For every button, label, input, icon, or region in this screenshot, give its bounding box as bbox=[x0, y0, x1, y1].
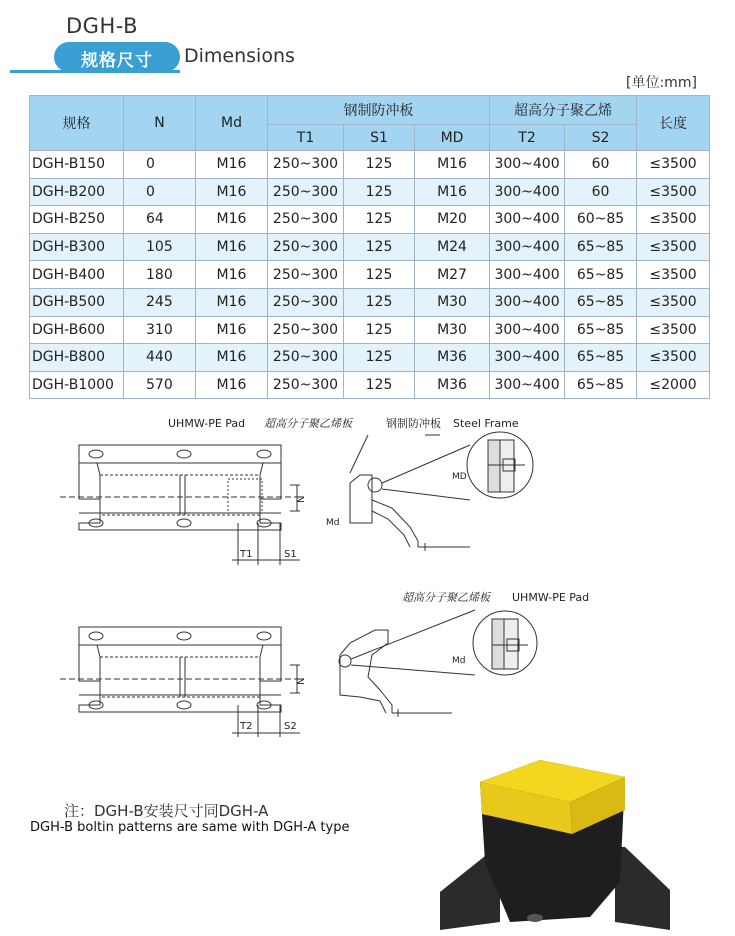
table-cell: 60 bbox=[565, 151, 637, 179]
table-cell: 125 bbox=[344, 288, 415, 316]
table-cell: 65~85 bbox=[565, 371, 637, 399]
label-uhmw-pad-1: UHMW-PE Pad bbox=[168, 417, 246, 430]
table-cell: M36 bbox=[415, 344, 490, 372]
table-cell: 65~85 bbox=[565, 261, 637, 289]
table-cell: 250~300 bbox=[268, 316, 344, 344]
table-cell: M36 bbox=[415, 371, 490, 399]
table-cell: M27 bbox=[415, 261, 490, 289]
label-uhmw-pad-cn-2: 超高分子聚乙烯板 bbox=[402, 591, 490, 604]
table-cell: 300~400 bbox=[490, 261, 565, 289]
table-cell: 310 bbox=[124, 316, 196, 344]
table-cell: 60~85 bbox=[565, 206, 637, 234]
unit-label: [单位:mm] bbox=[626, 75, 697, 91]
section-tag-label: 规格尺寸 bbox=[81, 51, 153, 71]
table-row bbox=[30, 371, 710, 399]
dim-n-2: N bbox=[296, 677, 307, 685]
rubber-foot-right bbox=[615, 847, 670, 930]
technical-drawings bbox=[0, 405, 735, 745]
section-view-2 bbox=[339, 610, 537, 717]
tag-pill bbox=[54, 42, 180, 72]
section-tag bbox=[10, 42, 180, 72]
table-cell: 440 bbox=[124, 344, 196, 372]
table-cell: 570 bbox=[124, 371, 196, 399]
dim-t1: T1 bbox=[240, 549, 253, 560]
dim-md-side: Md bbox=[326, 518, 340, 528]
table-body bbox=[30, 151, 710, 399]
header-t2: T2 bbox=[490, 125, 565, 151]
model-title: DGH-B bbox=[66, 14, 138, 38]
table-row bbox=[30, 316, 710, 344]
dim-s2: S2 bbox=[284, 721, 297, 732]
table-cell: DGH-B800 bbox=[30, 344, 124, 372]
table-cell: 125 bbox=[344, 233, 415, 261]
table-cell: 64 bbox=[124, 206, 196, 234]
header-s1: S1 bbox=[344, 125, 415, 151]
header-steel-frame: 钢制防冲板 bbox=[268, 96, 490, 125]
table-cell: 250~300 bbox=[268, 261, 344, 289]
table-cell: 250~300 bbox=[268, 151, 344, 179]
table-cell: ≤3500 bbox=[637, 344, 710, 372]
table-cell: M16 bbox=[415, 151, 490, 179]
table-cell: 125 bbox=[344, 151, 415, 179]
table-cell: ≤3500 bbox=[637, 151, 710, 179]
header-length: 长度 bbox=[637, 96, 710, 151]
table-cell: M16 bbox=[196, 178, 268, 206]
table-cell: DGH-B1000 bbox=[30, 371, 124, 399]
table-cell: ≤3500 bbox=[637, 178, 710, 206]
table-cell: M30 bbox=[415, 288, 490, 316]
product-photo bbox=[440, 742, 670, 932]
table-cell: 180 bbox=[124, 261, 196, 289]
plan-view-1 bbox=[60, 445, 300, 565]
section-view-1 bbox=[350, 432, 533, 551]
table-cell: M16 bbox=[196, 288, 268, 316]
table-cell: 250~300 bbox=[268, 233, 344, 261]
table-cell: M16 bbox=[196, 344, 268, 372]
note-chinese: 注：DGH-B安装尺寸同DGH-A bbox=[64, 802, 269, 820]
table-cell: 300~400 bbox=[490, 233, 565, 261]
table-cell: 125 bbox=[344, 178, 415, 206]
table-cell: 125 bbox=[344, 344, 415, 372]
table-cell: ≤3500 bbox=[637, 261, 710, 289]
table-cell: 125 bbox=[344, 316, 415, 344]
header-md: Md bbox=[196, 96, 268, 151]
bolt-hole bbox=[527, 914, 543, 922]
table-cell: M30 bbox=[415, 316, 490, 344]
label-steel-frame: Steel Frame bbox=[453, 417, 519, 430]
table-cell: M16 bbox=[196, 316, 268, 344]
table-cell: DGH-B250 bbox=[30, 206, 124, 234]
label-steel-frame-cn: 钢制防冲板 bbox=[386, 417, 441, 430]
table-cell: 250~300 bbox=[268, 344, 344, 372]
dimensions-table bbox=[29, 95, 710, 399]
header-n: N bbox=[124, 96, 196, 151]
header-t1: T1 bbox=[268, 125, 344, 151]
table-cell: 300~400 bbox=[490, 288, 565, 316]
table-cell: 300~400 bbox=[490, 371, 565, 399]
table-row bbox=[30, 288, 710, 316]
header-md-frame: MD bbox=[415, 125, 490, 151]
table-cell: 300~400 bbox=[490, 151, 565, 179]
table-row bbox=[30, 151, 710, 179]
table-cell: 250~300 bbox=[268, 178, 344, 206]
note-english: DGH-B boltin patterns are same with DGH-A type bbox=[30, 820, 350, 835]
table-row bbox=[30, 344, 710, 372]
table-cell: DGH-B300 bbox=[30, 233, 124, 261]
table-cell: M16 bbox=[196, 151, 268, 179]
table-cell: 245 bbox=[124, 288, 196, 316]
label-uhmw-pad-cn-1: 超高分子聚乙烯板 bbox=[264, 417, 352, 430]
table-cell: 65~85 bbox=[565, 316, 637, 344]
table-cell: 300~400 bbox=[490, 178, 565, 206]
dim-md-detail-1: MD bbox=[452, 472, 467, 482]
header-s2: S2 bbox=[565, 125, 637, 151]
table-cell: 250~300 bbox=[268, 288, 344, 316]
dim-n-1: N bbox=[296, 495, 307, 503]
table-cell: DGH-B150 bbox=[30, 151, 124, 179]
table-cell: 125 bbox=[344, 261, 415, 289]
table-cell: DGH-B400 bbox=[30, 261, 124, 289]
section-title-en: Dimensions bbox=[184, 45, 295, 67]
dim-md-detail-2: Md bbox=[452, 656, 466, 666]
table-row bbox=[30, 178, 710, 206]
dim-t2: T2 bbox=[240, 721, 253, 732]
table-cell: 105 bbox=[124, 233, 196, 261]
table-cell: M16 bbox=[196, 233, 268, 261]
table-cell: M16 bbox=[196, 206, 268, 234]
table-cell: 0 bbox=[124, 178, 196, 206]
table-cell: 65~85 bbox=[565, 288, 637, 316]
table-cell: 0 bbox=[124, 151, 196, 179]
table-cell: 125 bbox=[344, 206, 415, 234]
table-cell: 60 bbox=[565, 178, 637, 206]
plan-view-2 bbox=[60, 627, 300, 737]
table-cell: ≤3500 bbox=[637, 233, 710, 261]
header-uhmwpe: 超高分子聚乙烯 bbox=[490, 96, 637, 125]
table-cell: DGH-B200 bbox=[30, 178, 124, 206]
table-cell: ≤3500 bbox=[637, 288, 710, 316]
table-cell: ≤3500 bbox=[637, 316, 710, 344]
table-cell: M16 bbox=[415, 178, 490, 206]
dim-s1: S1 bbox=[284, 549, 297, 560]
table-cell: 65~85 bbox=[565, 344, 637, 372]
table-cell: 300~400 bbox=[490, 316, 565, 344]
table-cell: 250~300 bbox=[268, 206, 344, 234]
table-row bbox=[30, 206, 710, 234]
table-cell: ≤3500 bbox=[637, 206, 710, 234]
table-cell: 300~400 bbox=[490, 344, 565, 372]
label-uhmw-pad-2: UHMW-PE Pad bbox=[512, 591, 590, 604]
table-cell: M16 bbox=[196, 261, 268, 289]
table-row bbox=[30, 233, 710, 261]
table-cell: 125 bbox=[344, 371, 415, 399]
table-row bbox=[30, 261, 710, 289]
table-cell: 300~400 bbox=[490, 206, 565, 234]
table-cell: 250~300 bbox=[268, 371, 344, 399]
table-cell: DGH-B500 bbox=[30, 288, 124, 316]
table-cell: M20 bbox=[415, 206, 490, 234]
table-cell: M16 bbox=[196, 371, 268, 399]
header-spec: 规格 bbox=[30, 96, 124, 151]
table-cell: 65~85 bbox=[565, 233, 637, 261]
table-cell: M24 bbox=[415, 233, 490, 261]
table-cell: DGH-B600 bbox=[30, 316, 124, 344]
table-cell: ≤2000 bbox=[637, 371, 710, 399]
